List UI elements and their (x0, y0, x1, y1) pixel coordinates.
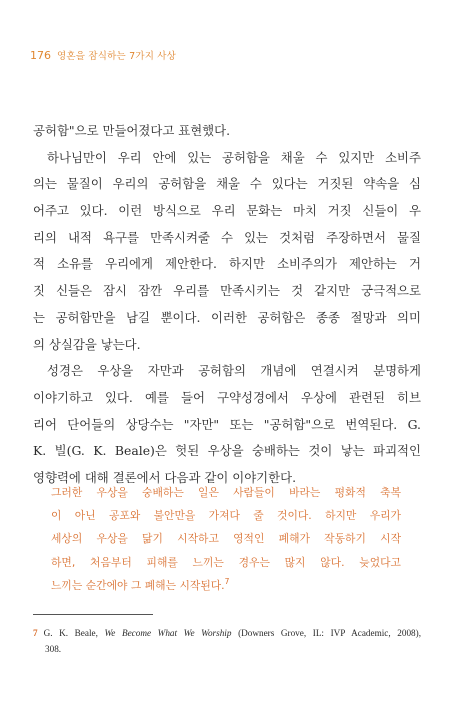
body-line: K. 빌(G. K. Beale)은 헛된 우상을 숭배하는 것이 낳는 파괴적인 (33, 443, 421, 459)
block-quote (51, 481, 401, 597)
quote-line: 하면, 처음부터 피해를 느끼는 경우는 많지 않다. 늦었다고 (51, 555, 401, 569)
page-number: 176 (30, 49, 51, 62)
footnote-author: G. K. Beale, (43, 628, 98, 638)
footnote-number: 7 (33, 628, 38, 638)
quote-line: 그러한 우상을 숭배하는 일은 사람들이 바라는 평화적 축복 (51, 486, 401, 499)
body-line: 영향력에 대해 결론에서 다음과 같이 이야기한다. (33, 469, 297, 485)
footnote-line (33, 641, 421, 657)
quote-line: 세상의 우상을 닮기 시작하고 영적인 폐해가 작동하기 시작 (51, 532, 401, 546)
footnote-line (33, 625, 421, 641)
footnote-divider (33, 614, 153, 615)
body-line: 리의 내적 욕구를 만족시켜줄 수 있는 것처럼 주장하면서 물질 (33, 229, 421, 245)
footnote-publication: (Downers Grove, IL: IVP Academic, 2008), (238, 628, 422, 638)
footnote-reference[interactable]: 7 (224, 576, 230, 586)
body-line: 짓 신들은 잠시 잠깐 우리를 만족시키는 것 같지만 궁극적으로 (33, 283, 421, 299)
body-line: 하나님만이 우리 안에 있는 공허함을 채울 수 있지만 소비주 (47, 149, 421, 165)
running-header (30, 48, 176, 62)
body-line: 리어 단어들의 상당수는 "자만" 또는 "공허함"으로 번역된다. G. (33, 416, 421, 432)
quote-line: 이 아닌 공포와 불안만을 가져다 줄 것이다. 하지만 우리가 (51, 509, 401, 523)
quote-line (51, 574, 401, 597)
body-line: 의 상실감을 낳는다. (33, 336, 141, 352)
footnote-pages: 308. (45, 644, 62, 654)
body-text (33, 118, 421, 492)
running-title: 영혼을 잠식하는 7가지 사상 (57, 51, 177, 62)
footnote (33, 625, 421, 657)
body-line: 어주고 있다. 이런 방식으로 우리 문화는 마치 거짓 신들이 우 (33, 203, 421, 219)
body-line: 성경은 우상을 자만과 공허함의 개념에 연결시켜 분명하게 (47, 363, 421, 379)
body-line: 적 소유를 우리에게 제안한다. 하지만 소비주의가 제안하는 거 (33, 256, 421, 272)
body-line: 이야기하고 있다. 예를 들어 구약성경에서 우상에 관련된 히브 (33, 389, 421, 405)
body-line: 는 공허함만을 남길 뿐이다. 이러한 공허함은 종종 절망과 의미 (33, 309, 421, 325)
body-line: 공허함"으로 만들어졌다고 표현했다. (33, 123, 231, 138)
quote-line-text: 느끼는 순간에야 그 폐해는 시작된다. (51, 578, 225, 592)
body-line: 의는 물질이 우리의 공허함을 채울 수 있다는 거짓된 약속을 심 (33, 176, 421, 192)
footnote-book-title: We Become What We Worship (104, 628, 232, 638)
